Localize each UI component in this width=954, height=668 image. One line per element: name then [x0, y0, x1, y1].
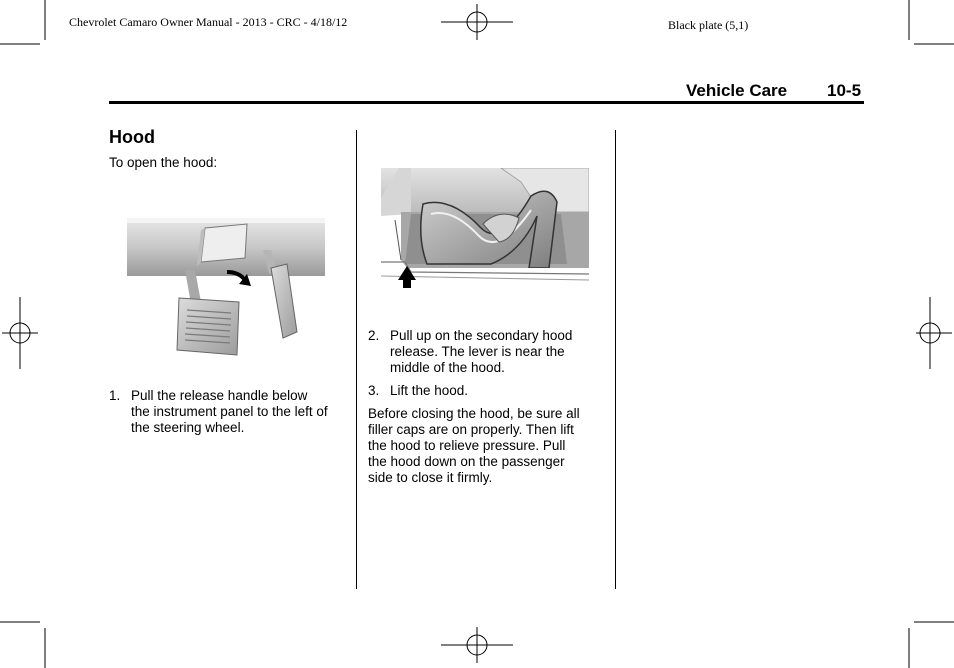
closing-line-5: side to close it firmly.: [368, 470, 493, 485]
step-3-number: 3.: [368, 383, 380, 398]
step-2-line-1: Pull up on the secondary hood: [390, 328, 573, 343]
closing-line-2: filler caps are on properly. Then lift: [368, 422, 574, 437]
step-2-line-2: release. The lever is near the: [390, 344, 565, 359]
step-1-number: 1.: [109, 388, 121, 403]
hood-release-handle-illustration: [127, 210, 327, 360]
print-header-left: Chevrolet Camaro Owner Manual - 2013 - CRC - 4/18/12: [69, 15, 348, 29]
step-3-text: Lift the hood.: [390, 383, 469, 398]
step-2-number: 2.: [368, 328, 380, 343]
closing-line-3: the hood to relieve pressure. Pull: [368, 438, 566, 453]
closing-paragraph: [368, 406, 613, 486]
step-2-line-3: middle of the hood.: [390, 360, 505, 375]
intro-text: To open the hood:: [109, 155, 218, 170]
closing-line-1: Before closing the hood, be sure all: [368, 406, 580, 421]
step-1-line-3: the steering wheel.: [131, 420, 245, 435]
step-3: [368, 383, 613, 401]
step-1-line-2: the instrument panel to the left of: [131, 404, 328, 419]
header-rule: [109, 101, 864, 104]
running-head-section: Vehicle Care: [686, 81, 788, 100]
closing-line-4: the hood down on the passenger: [368, 454, 565, 469]
running-head-page: 10-5: [827, 81, 862, 100]
secondary-hood-release-illustration: [381, 168, 589, 288]
print-header-right: Black plate (5,1): [668, 18, 749, 32]
column-divider-2: [615, 130, 616, 589]
step-2: [368, 328, 613, 378]
step-1: [109, 388, 354, 438]
column-divider-1: [356, 130, 357, 589]
section-title: Hood: [109, 127, 155, 147]
step-1-line-1: Pull the release handle below: [131, 388, 308, 403]
